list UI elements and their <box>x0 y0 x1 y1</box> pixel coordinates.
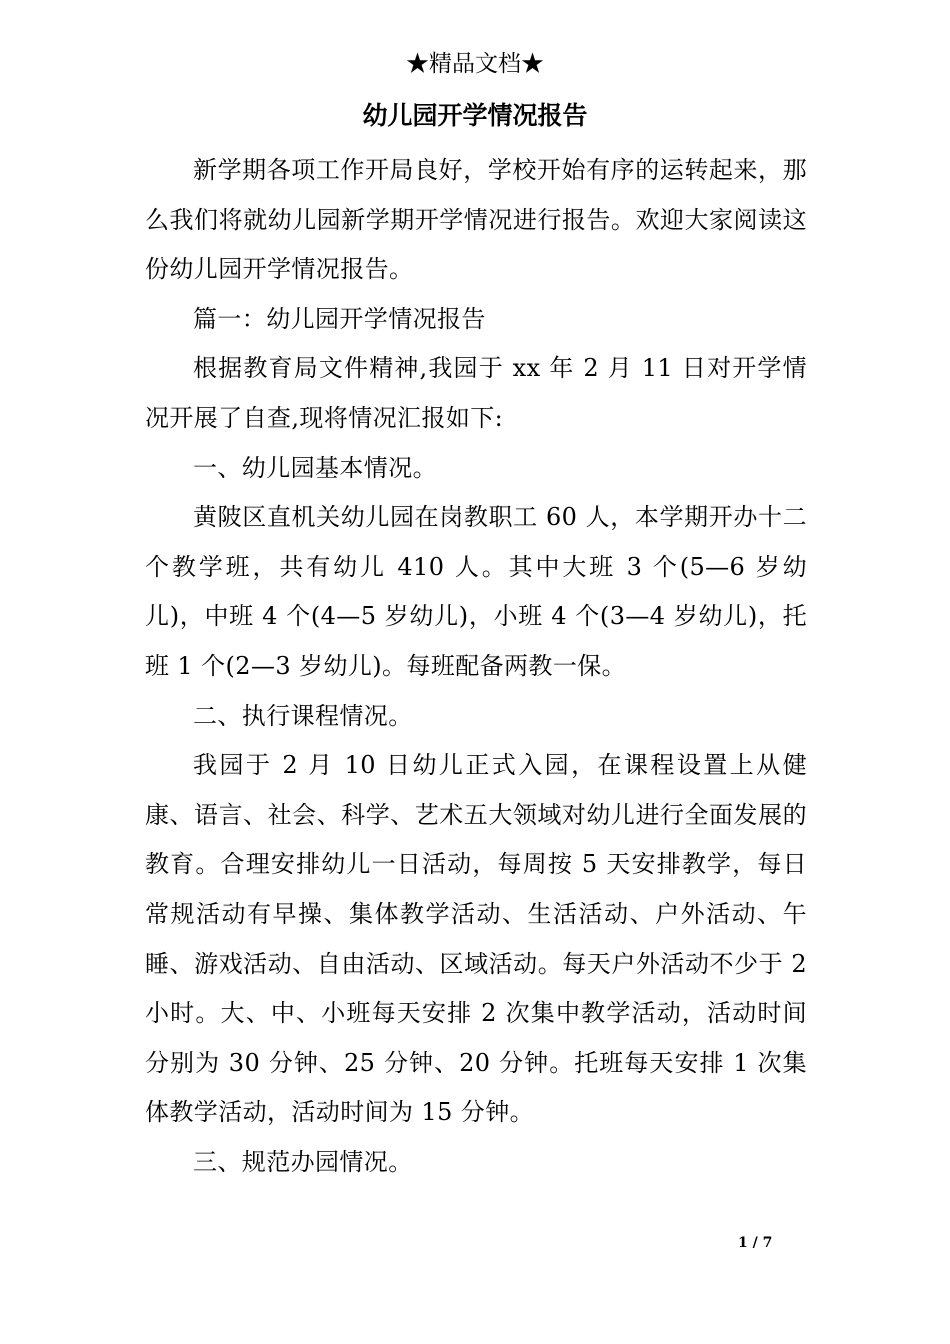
section-heading-curriculum: 二、执行课程情况。 <box>193 701 413 730</box>
section-heading-basic-info: 一、幼儿园基本情况。 <box>193 453 437 482</box>
page-number: 1 / 7 <box>738 1235 773 1251</box>
paragraph-basic-info: 黄陂区直机关幼儿园在岗教职工 60 人，本学期开办十二个教学班，共有幼儿 410 人。其中大班 3 个(5—6 岁幼儿)，中班 4 个(4—5 岁幼儿)，小班 4 个(3—4 岁幼儿)，托班 1 个(2—3 岁幼儿)。每班配备两教一保。 <box>145 503 807 680</box>
document-body <box>145 146 807 1187</box>
paragraph-self-check: 根据教育局文件精神,我园于 xx 年 2 月 11 日对开学情况开展了自查,现将情况汇报如下: <box>145 354 807 432</box>
paragraph-curriculum: 我园于 2 月 10 日幼儿正式入园，在课程设置上从健康、语言、社会、科学、艺术五大领域对幼儿进行全面发展的教育。合理安排幼儿一日活动，每周按 5 天安排教学，每日常规活动有早操、集体教学活动、生活活动、户外活动、午睡、游戏活动、自由活动、区域活动。每天户外活动不少于 2 小时。大、中、小班每天安排 2 次集中教学活动，活动时间分别为 30 分钟、25 分钟、20 分钟。托班每天安排 1 次集体教学活动，活动时间为 15 分钟。 <box>145 751 807 1127</box>
page-header-label: ★精品文档★ <box>406 51 544 77</box>
section-heading-part-one: 篇一：幼儿园开学情况报告 <box>193 304 486 333</box>
paragraph-intro: 新学期各项工作开局良好，学校开始有序的运转起来，那么我们将就幼儿园新学期开学情况进行报告。欢迎大家阅读这份幼儿园开学情况报告。 <box>145 156 807 284</box>
document-title: 幼儿园开学情况报告 <box>362 101 588 130</box>
section-heading-management: 三、规范办园情况。 <box>193 1147 413 1176</box>
